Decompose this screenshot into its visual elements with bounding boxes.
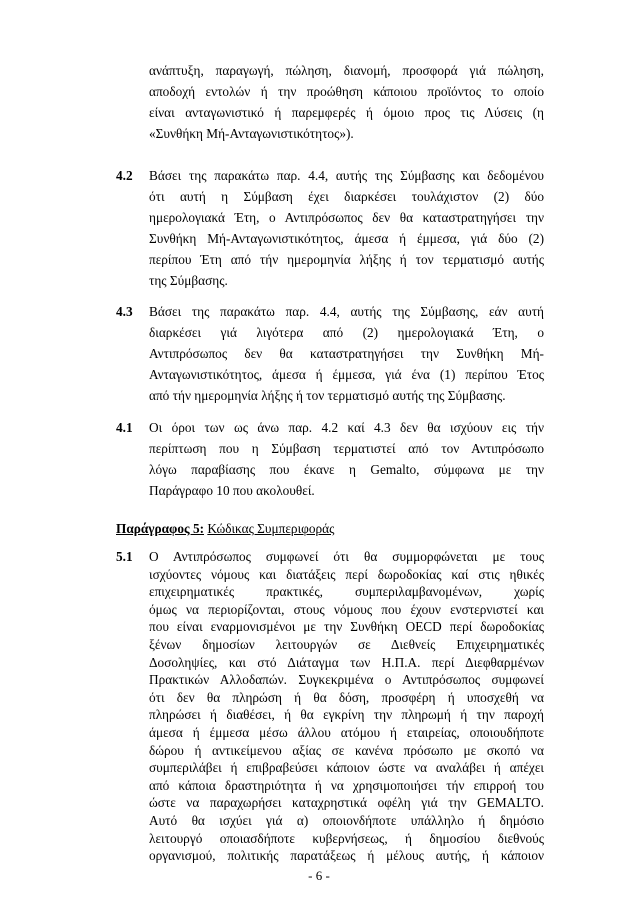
clause-line: που είναι εναρμονισμένοι με την Συνθήκη OECD περί δωροδοκίας	[149, 619, 544, 635]
clause-line: Πρακτικών Αλλοδαπών. Συγκεκριμένα ο Αντιπρόσωπος συμφωνεί	[149, 672, 544, 688]
clause-line: περίπτωση που η Σύμβαση τερματιστεί από τον Αντιπρόσωπο	[149, 441, 544, 456]
section-title: Κώδικας Συμπεριφοράς	[207, 521, 335, 536]
section-heading	[116, 518, 334, 539]
clause-line: Συνθήκη Μή-Ανταγωνιστικότητος, άμεσα ή έμμεσα, γιά δύο (2)	[149, 231, 544, 246]
clause-number: 4.3	[116, 304, 133, 319]
intro-line: ανάπτυξη, παραγωγή, πώληση, διανομή, προσφορά γιά πώληση,	[149, 63, 544, 78]
clause-line: Δοσοληψίες, και στό Διάταγμα των Η.Π.Α. περί Διεφθαρμένων	[149, 654, 544, 670]
clause-line: όμως να περιορίζονται, στους νόμους που έχουν ενστερνιστεί και	[149, 601, 544, 617]
clause-line: Αντιπρόσωπος δεν θα καταστρατηγήσει την Συνθήκη Μή-	[149, 346, 544, 361]
page-number: - 6 -	[308, 867, 330, 883]
clause-line: λόγω παραβίασης που έκανε η Gemalto, σύμφωνα με την	[149, 462, 544, 477]
clause-line: από τήν ημερομηνία λήξης ή τον τερματισμό αυτής της Σύμβασης.	[149, 388, 506, 403]
clause-line: ξένων δημοσίων λειτουργών σε Διεθνείς Επιχειρηματικές	[149, 637, 544, 652]
clause-line: άμεσα ή έμμεσα μέσω άλλου ατόμου ή εταιρείας, οποιουδήποτε	[149, 725, 544, 740]
clause-line: ώστε να παραχωρήσει καταχρηστικά οφέλη γιά την GEMALTO.	[149, 795, 544, 811]
clause-line: συμπεριλάβει ή επιβραβεύσει κάποιον ώστε να αναλάβει ή απέχει	[149, 760, 544, 776]
clause-line: ημερολογιακά Έτη, ο Αντιπρόσωπος δεν θα καταστρατηγήσει την	[149, 210, 544, 225]
clause-line: δώρου ή αντικείμενου αξίας σε κανένα πρόσωπο με σκοπό να	[149, 742, 544, 758]
clause-line: Παράγραφο 10 που ακολουθεί.	[149, 483, 315, 498]
clause-line: Βάσει της παρακάτω παρ. 4.4, αυτής της Σύμβασης, εάν αυτή	[149, 304, 544, 319]
clause-number: 4.1	[116, 420, 133, 435]
clause-line: ότι δεν θα πληρώση ή θα δόση, προσφέρη ή υποσχεθή να	[149, 689, 544, 705]
intro-line: «Συνθήκη Μή-Ανταγωνιστικότητος»).	[149, 126, 354, 141]
clause-line: Οι όροι των ως άνω παρ. 4.2 καί 4.3 δεν θα ισχύουν εις τήν	[149, 420, 544, 435]
intro-line: είναι ανταγωνιστικό ή παρεμφερές ή όμοιο προς τις Λύσεις (η	[149, 105, 544, 120]
clause-line: από κάποια δραστηριότητα ή να χρησιμοποιήσει τήν επιρροή του	[149, 777, 544, 793]
clause-line: ότι αυτή η Σύμβαση έχει διαρκέσει τουλάχιστον (2) δύο	[149, 189, 544, 204]
clause-line: Ανταγωνιστικότητος, άμεσα ή έμμεσα, γιά ένα (1) περίπου Έτος	[149, 367, 544, 382]
clause-number: 4.2	[116, 168, 133, 183]
clause-line: περίπου Έτη από τήν ημερομηνία λήξης ή τον τερματισμό αυτής	[149, 252, 544, 267]
clause-line: Βάσει της παρακάτω παρ. 4.4, αυτής της Σύμβασης και δεδομένου	[149, 168, 544, 183]
clause-line: λειτουργό οποιασδήποτε κυβερνήσεως, ή δημοσίου διεθνούς	[149, 830, 544, 846]
clause-line: Ο Αντιπρόσωπος συμφωνεί ότι θα συμμορφώνεται με τους	[149, 549, 544, 564]
clause-line: επιχειρηματικές πρακτικές, συμπεριλαμβανομένων, χωρίς	[149, 584, 544, 600]
clause-line: Αυτό θα ισχύει γιά α) οποιονδήποτε υπάλληλο ή δημόσιο	[149, 813, 544, 828]
clause-line: διαρκέσει γιά λιγότερα από (2) ημερολογιακά Έτη, ο	[149, 325, 544, 340]
clause-line: της Σύμβασης.	[149, 273, 228, 288]
clause-line: πληρώσει ή διαθέσει, ή θα εγκρίνη την πληρωμή ή την παροχή	[149, 707, 544, 723]
clause-line: ισχύοντες νόμους και διατάξεις περί δωροδοκίας καί στις ηθικές	[149, 566, 544, 582]
section-label: Παράγραφος 5:	[116, 521, 205, 536]
clause-line: οργανισμού, πολιτικής παρατάξεως ή μέλους αυτής, ή κάποιον	[149, 848, 544, 864]
intro-line: αποδοχή εντολών ή την προώθηση κάποιου προϊόντος το οποίο	[149, 84, 544, 99]
clause-number: 5.1	[116, 549, 133, 564]
